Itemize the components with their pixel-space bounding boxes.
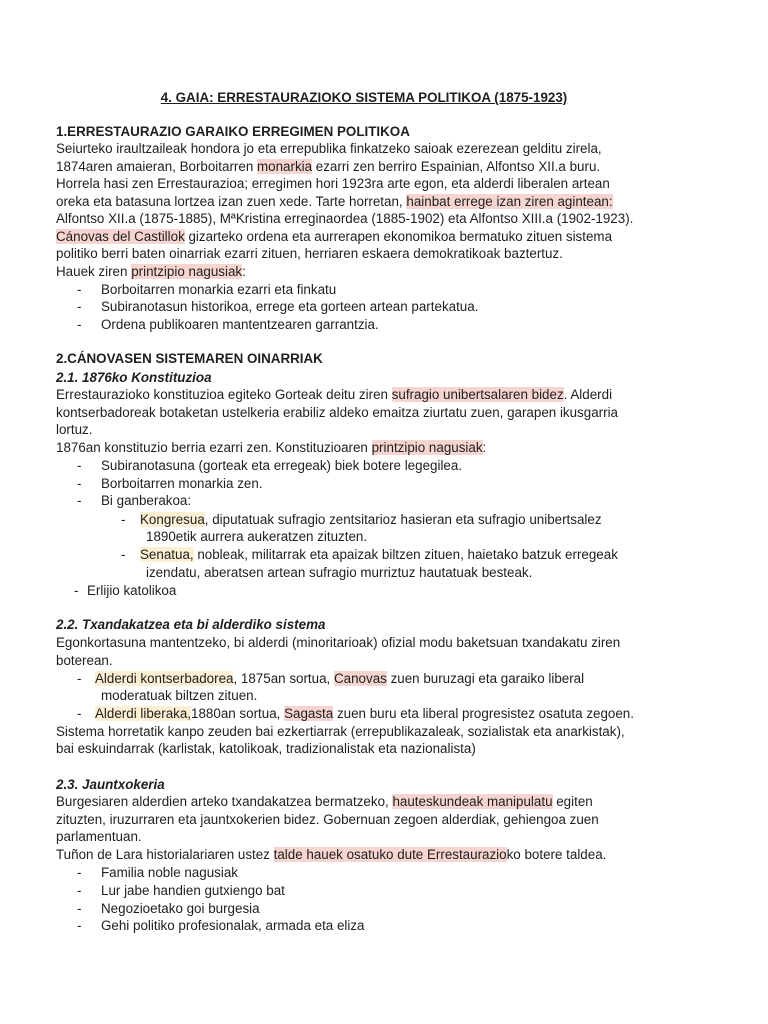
highlight: Canovas	[333, 671, 387, 686]
paragraph-line: 1874aren amaieran, Borboitarren monarkia ezarri zen berriro Espainian, Alfontso XII.a buru.	[56, 159, 601, 174]
paragraph-line: bai eskuindarrak (karlistak, katolikoak, tradizionalistak eta nazionalista)	[56, 741, 476, 756]
highlight: hainbat errege izan ziren agintean:	[406, 194, 613, 209]
highlight: printzipio nagusiak	[131, 264, 243, 279]
section-2-heading: 2.CÁNOVASEN SISTEMAREN OINARRIAK	[56, 351, 323, 366]
bullet-dash: -	[77, 299, 82, 314]
bullet-dash: -	[77, 282, 82, 297]
bullet-dash: -	[74, 583, 79, 598]
list-item: Ordena publikoaren mantentzearen garrantzia.	[101, 317, 379, 332]
highlight: printzipio nagusiak	[371, 440, 483, 455]
highlight: talde hauek osatuko dute Errestaurazio	[273, 847, 507, 862]
paragraph-line: Tuñon de Lara historialariaren ustez talde hauek osatuko dute Errestaurazioko botere taldea.	[56, 847, 607, 862]
bullet-dash: -	[77, 918, 82, 933]
bullet-dash: -	[77, 883, 82, 898]
bullet-dash: -	[77, 458, 82, 473]
bullet-dash: -	[77, 865, 82, 880]
subsection-heading: 2.2. Txandakatzea eta bi alderdiko sistema	[56, 617, 326, 632]
paragraph-line: Hauek ziren printzipio nagusiak:	[56, 264, 246, 279]
section-1-heading: 1.ERRESTAURAZIO GARAIKO ERREGIMEN POLITIKOA	[56, 124, 410, 139]
list-item: Familia noble nagusiak	[101, 865, 238, 880]
paragraph-line: zituzten, iruzurraren eta jauntxokerien bidez. Gobernuan zegoen alderdiak, gehiengoa zuen	[56, 812, 599, 827]
bullet-dash: -	[77, 901, 82, 916]
list-item: Alderdi kontserbadorea, 1875an sortua, Canovas zuen buruzagi eta garaiko liberal	[95, 671, 585, 686]
paragraph-line: boterean.	[56, 653, 113, 668]
highlight: monarkia	[256, 159, 313, 174]
bullet-dash: -	[77, 671, 82, 686]
list-item: Subiranotasun historikoa, errege eta gorteen artean partekatua.	[101, 299, 479, 314]
paragraph-line: 1876an konstituzio berria ezarri zen. Konstituzioaren printzipio nagusiak:	[56, 440, 487, 455]
paragraph-line: parlamentuan.	[56, 829, 142, 844]
highlight: Sagasta	[284, 706, 334, 721]
bullet-dash: -	[121, 512, 126, 527]
highlight: Alderdi kontserbadorea	[95, 671, 234, 686]
bullet-dash: -	[77, 493, 82, 508]
list-item: Senatua, nobleak, militarrak eta apaizak biltzen zituen, haietako batzuk erregeak	[140, 547, 618, 562]
list-item: Bi ganberakoa:	[101, 493, 192, 508]
highlight: hauteskundeak manipulatu	[392, 794, 553, 809]
list-item: Alderdi liberaka,1880an sortua, Sagasta zuen buru eta liberal progresistez osatuta zegoen.	[95, 706, 634, 721]
list-item-continuation: moderatuak biltzen zituen.	[101, 688, 258, 703]
bullet-dash: -	[121, 547, 126, 562]
highlight: Alderdi liberaka,	[95, 706, 192, 721]
list-item: Erlijio katolikoa	[87, 583, 177, 598]
paragraph-line: Sistema horretatik kanpo zeuden bai ezkertiarrak (errepublikazaleak, sozialistak eta anarkistak),	[56, 724, 625, 739]
paragraph-line: Errestaurazioko konstituzioa egiteko Gorteak deitu ziren sufragio unibertsalaren bidez. Alderdi	[56, 387, 613, 402]
bullet-dash: -	[77, 317, 82, 332]
list-item: Kongresua, diputatuak sufragio zentsitarioz hasieran eta sufragio unibertsalez	[140, 512, 602, 527]
paragraph-line: Egonkortasuna mantentzeko, bi alderdi (minoritarioak) ofizial modu baketsuan txandakatu ziren	[56, 635, 621, 650]
paragraph-line: Burgesiaren alderdien arteko txandakatzea bermatzeko, hauteskundeak manipulatu egiten	[56, 794, 593, 809]
list-item: Subiranotasuna (gorteak eta erregeak) biek botere legegilea.	[101, 458, 463, 473]
highlight: Kongresua	[140, 512, 205, 527]
paragraph-line: oreka eta batasuna lortzea izan zuen xede. Tarte horretan, hainbat errege izan ziren agintean:	[56, 194, 613, 209]
highlight: Cánovas del Castillok	[56, 229, 185, 244]
list-item-continuation: izendatu, aberatsen artean sufragio murriztuz hautatuak besteak.	[146, 565, 533, 580]
paragraph-line: Alfontso XII.a (1875-1885), MªKristina erreginaordea (1885-1902) eta Alfontso XIII.a (1902-1923).	[56, 211, 634, 226]
subsection-heading: 2.1. 1876ko Konstituzioa	[56, 370, 212, 385]
list-item: Borboitarren monarkia ezarri eta finkatu	[101, 282, 337, 297]
page-title: 4. GAIA: ERRESTAURAZIOKO SISTEMA POLITIKOA (1875-1923)	[160, 90, 568, 105]
list-item-continuation: 1890etik aurrera aukeratzen zituzten.	[146, 529, 368, 544]
paragraph-line: kontserbadoreak botaketan ustelkeria erabiliz aldeko emaitza ziurtatu zuen, garapen ikusgarria	[56, 405, 618, 420]
list-item: Negozioetako goi burgesia	[101, 901, 260, 916]
paragraph-line: politiko berri baten oinarriak ezarri zituen, herriaren eskaera demokratikoak baztertuz.	[56, 246, 563, 261]
paragraph-line: lortuz.	[56, 422, 93, 437]
paragraph-line: Seiurteko iraultzaileak hondora jo eta errepublika finkatzeko saioak ezerezean gelditu zirela,	[56, 141, 602, 156]
list-item: Gehi politiko profesionalak, armada eta eliza	[101, 918, 365, 933]
subsection-heading: 2.3. Jauntxokeria	[56, 777, 165, 792]
list-item: Lur jabe handien gutxiengo bat	[101, 883, 285, 898]
paragraph-line: Horrela hasi zen Errestaurazioa; erregimen hori 1923ra arte egon, eta alderdi liberalen artean	[56, 176, 610, 191]
list-item: Borboitarren monarkia zen.	[101, 476, 263, 491]
bullet-dash: -	[77, 476, 82, 491]
paragraph-line: Cánovas del Castillok gizarteko ordena eta aurrerapen ekonomikoa bermatuko zituen sistema	[56, 229, 613, 244]
highlight: Senatua,	[140, 547, 194, 562]
highlight: sufragio unibertsalaren bidez	[391, 387, 564, 402]
bullet-dash: -	[77, 706, 82, 721]
